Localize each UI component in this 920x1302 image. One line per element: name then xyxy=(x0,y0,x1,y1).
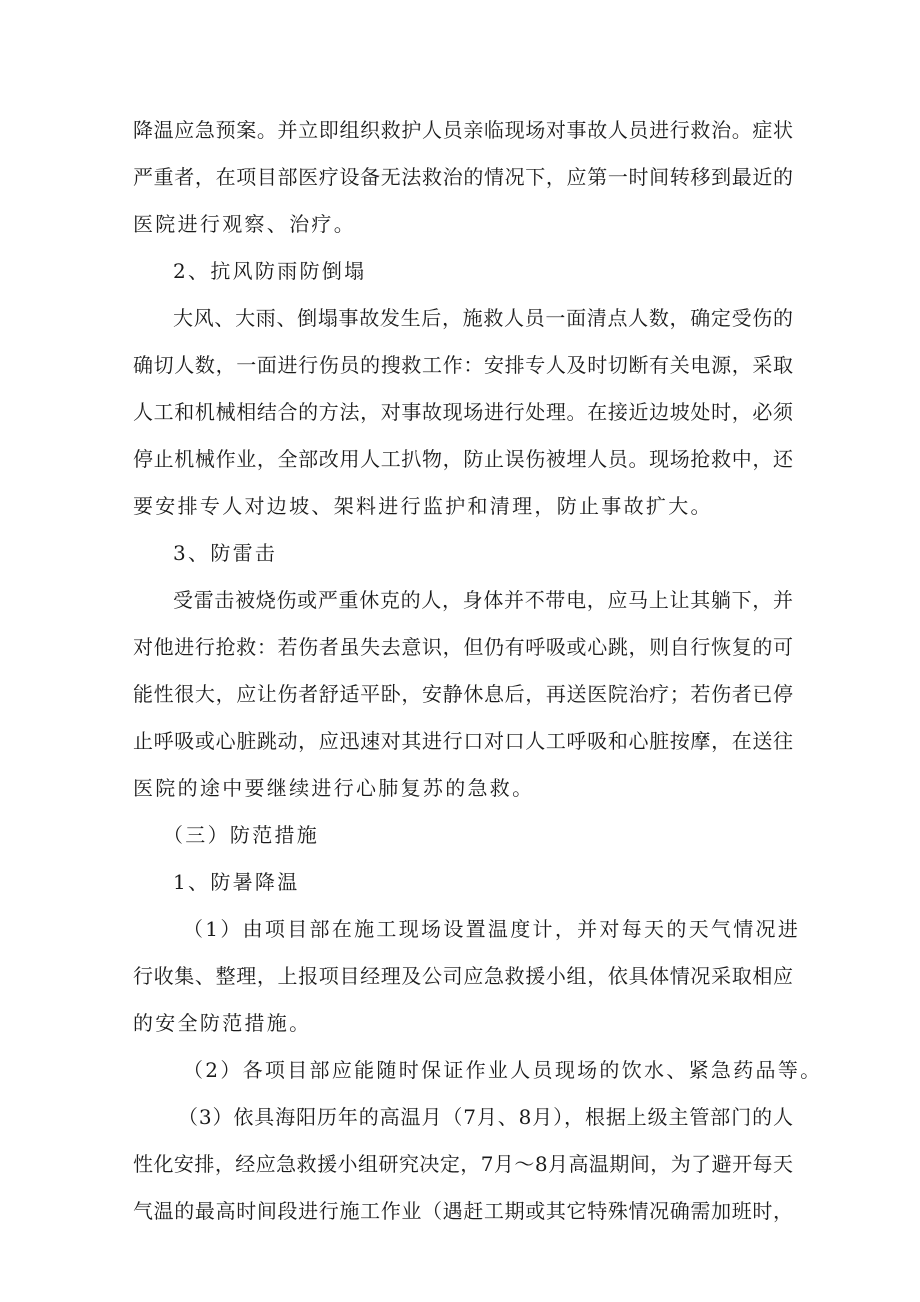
text-line: 医院的途中要继续进行心肺复苏的急救。 xyxy=(133,776,535,800)
section-heading: 2、抗风防雨防倒塌 xyxy=(173,259,367,283)
text-line: 能性很大，应让伤者舒适平卧，安静休息后，再送医院治疗；若伤者已停 xyxy=(133,682,793,706)
text-line: 止呼吸或心脏跳动，应迅速对其进行口对口人工呼吸和心脏按摩，在送往 xyxy=(133,729,793,753)
text-line: 气温的最高时间段进行施工作业（遇赶工期或其它特殊情况确需加班时， xyxy=(133,1199,793,1223)
text-line: （3）依具海阳历年的高温月（7月、8月），根据上级主管部门的人 xyxy=(178,1105,793,1129)
section-heading: 3、防雷击 xyxy=(173,541,278,565)
text-line: 性化安排，经应急救援小组研究决定，7月～8月高温期间，为了避开每天 xyxy=(133,1152,793,1176)
text-line: 降温应急预案。并立即组织救护人员亲临现场对事故人员进行救治。症状 xyxy=(133,118,793,142)
text-line: 确切人数，一面进行伤员的搜救工作：安排专人及时切断有关电源，采取 xyxy=(133,353,793,377)
text-line: 人工和机械相结合的方法，对事故现场进行处理。在接近边坡处时，必须 xyxy=(133,400,793,424)
text-line: 的安全防范措施。 xyxy=(133,1011,312,1035)
text-line: 大风、大雨、倒塌事故发生后，施救人员一面清点人数，确定受伤的 xyxy=(173,306,793,330)
text-line: （1）由项目部在施工现场设置温度计，并对每天的天气情况进 xyxy=(183,917,801,941)
text-line: 受雷击被烧伤或严重休克的人，身体并不带电，应马上让其躺下，并 xyxy=(173,588,793,612)
text-line: 行收集、整理，上报项目经理及公司应急救援小组，依具体情况采取相应 xyxy=(133,964,793,988)
text-line: （2）各项目部应能随时保证作业人员现场的饮水、紧急药品等。 xyxy=(183,1058,823,1082)
text-line: 对他进行抢救：若伤者虽失去意识，但仍有呼吸或心跳，则自行恢复的可 xyxy=(133,635,793,659)
section-heading: （三）防范措施 xyxy=(163,823,320,847)
text-line: 医院进行观察、治疗。 xyxy=(133,212,356,236)
section-heading: 1、防暑降温 xyxy=(173,870,300,894)
text-line: 严重者，在项目部医疗设备无法救治的情况下，应第一时间转移到最近的 xyxy=(133,165,793,189)
text-line: 停止机械作业，全部改用人工扒物，防止误伤被埋人员。现场抢救中，还 xyxy=(133,447,793,471)
text-line: 要安排专人对边坡、架料进行监护和清理，防止事故扩大。 xyxy=(133,494,713,518)
